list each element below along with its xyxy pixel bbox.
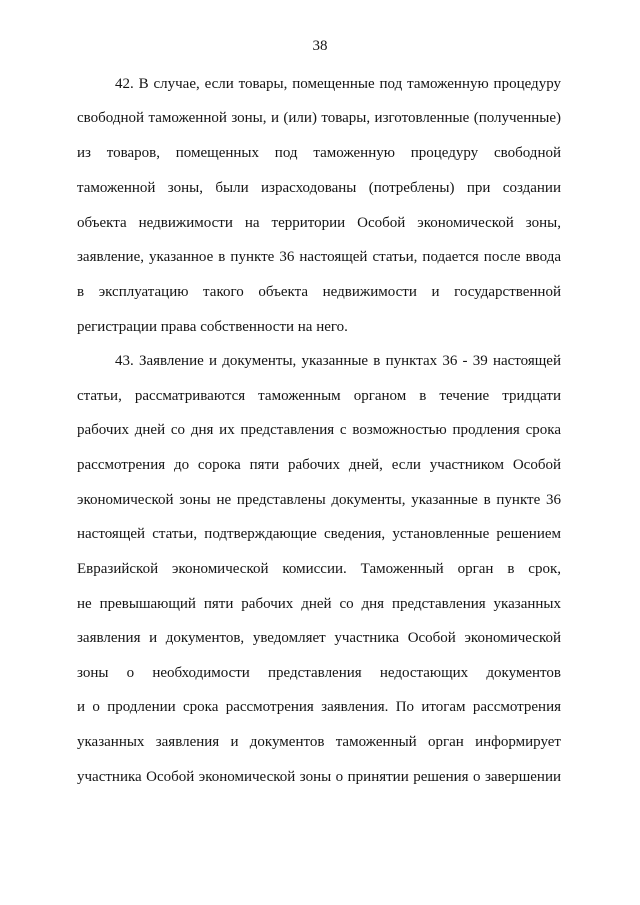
paragraph-43-line-13: участника Особой экономической зоны о принятии решения о завершении <box>77 769 561 785</box>
paragraph-42-line-8: регистрации права собственности на него. <box>77 319 348 335</box>
paragraph-43-line-8: не превышающий пяти рабочих дней со дня представления указанных <box>77 596 561 612</box>
paragraph-42-line-7: в эксплуатацию такого объекта недвижимости и государственной <box>77 284 561 300</box>
paragraph-43-line-2: статьи, рассматриваются таможенным органом в течение тридцати <box>77 388 561 404</box>
paragraph-42-line-5: объекта недвижимости на территории Особой экономической зоны, <box>77 215 561 231</box>
paragraph-43-line-10: зоны о необходимости представления недостающих документов <box>77 665 561 681</box>
paragraph-42-line-6: заявление, указанное в пункте 36 настоящей статьи, подается после ввода <box>77 249 561 265</box>
paragraph-43-line-4: рассмотрения до сорока пяти рабочих дней, если участником Особой <box>77 457 561 473</box>
page-number: 38 <box>312 38 328 54</box>
paragraph-43-line-6: настоящей статьи, подтверждающие сведения, установленные решением <box>77 526 561 542</box>
paragraph-43-line-1: 43. Заявление и документы, указанные в пунктах 36 - 39 настоящей <box>115 353 561 369</box>
paragraph-42-line-3: из товаров, помещенных под таможенную процедуру свободной <box>77 145 561 161</box>
paragraph-42-line-1: 42. В случае, если товары, помещенные под таможенную процедуру <box>115 76 561 92</box>
paragraph-43-line-12: указанных заявления и документов таможенный орган информирует <box>77 734 561 750</box>
paragraph-42-line-4: таможенной зоны, были израсходованы (потреблены) при создании <box>77 180 561 196</box>
paragraph-42-line-2: свободной таможенной зоны, и (или) товары, изготовленные (полученные) <box>77 110 561 126</box>
paragraph-43-line-7: Евразийской экономической комиссии. Таможенный орган в срок, <box>77 561 561 577</box>
paragraph-43-line-5: экономической зоны не представлены документы, указанные в пункте 36 <box>77 492 561 508</box>
paragraph-43-line-9: заявления и документов, уведомляет участника Особой экономической <box>77 630 561 646</box>
paragraph-43-line-3: рабочих дней со дня их представления с возможностью продления срока <box>77 422 561 438</box>
paragraph-43-line-11: и о продлении срока рассмотрения заявления. По итогам рассмотрения <box>77 699 561 715</box>
